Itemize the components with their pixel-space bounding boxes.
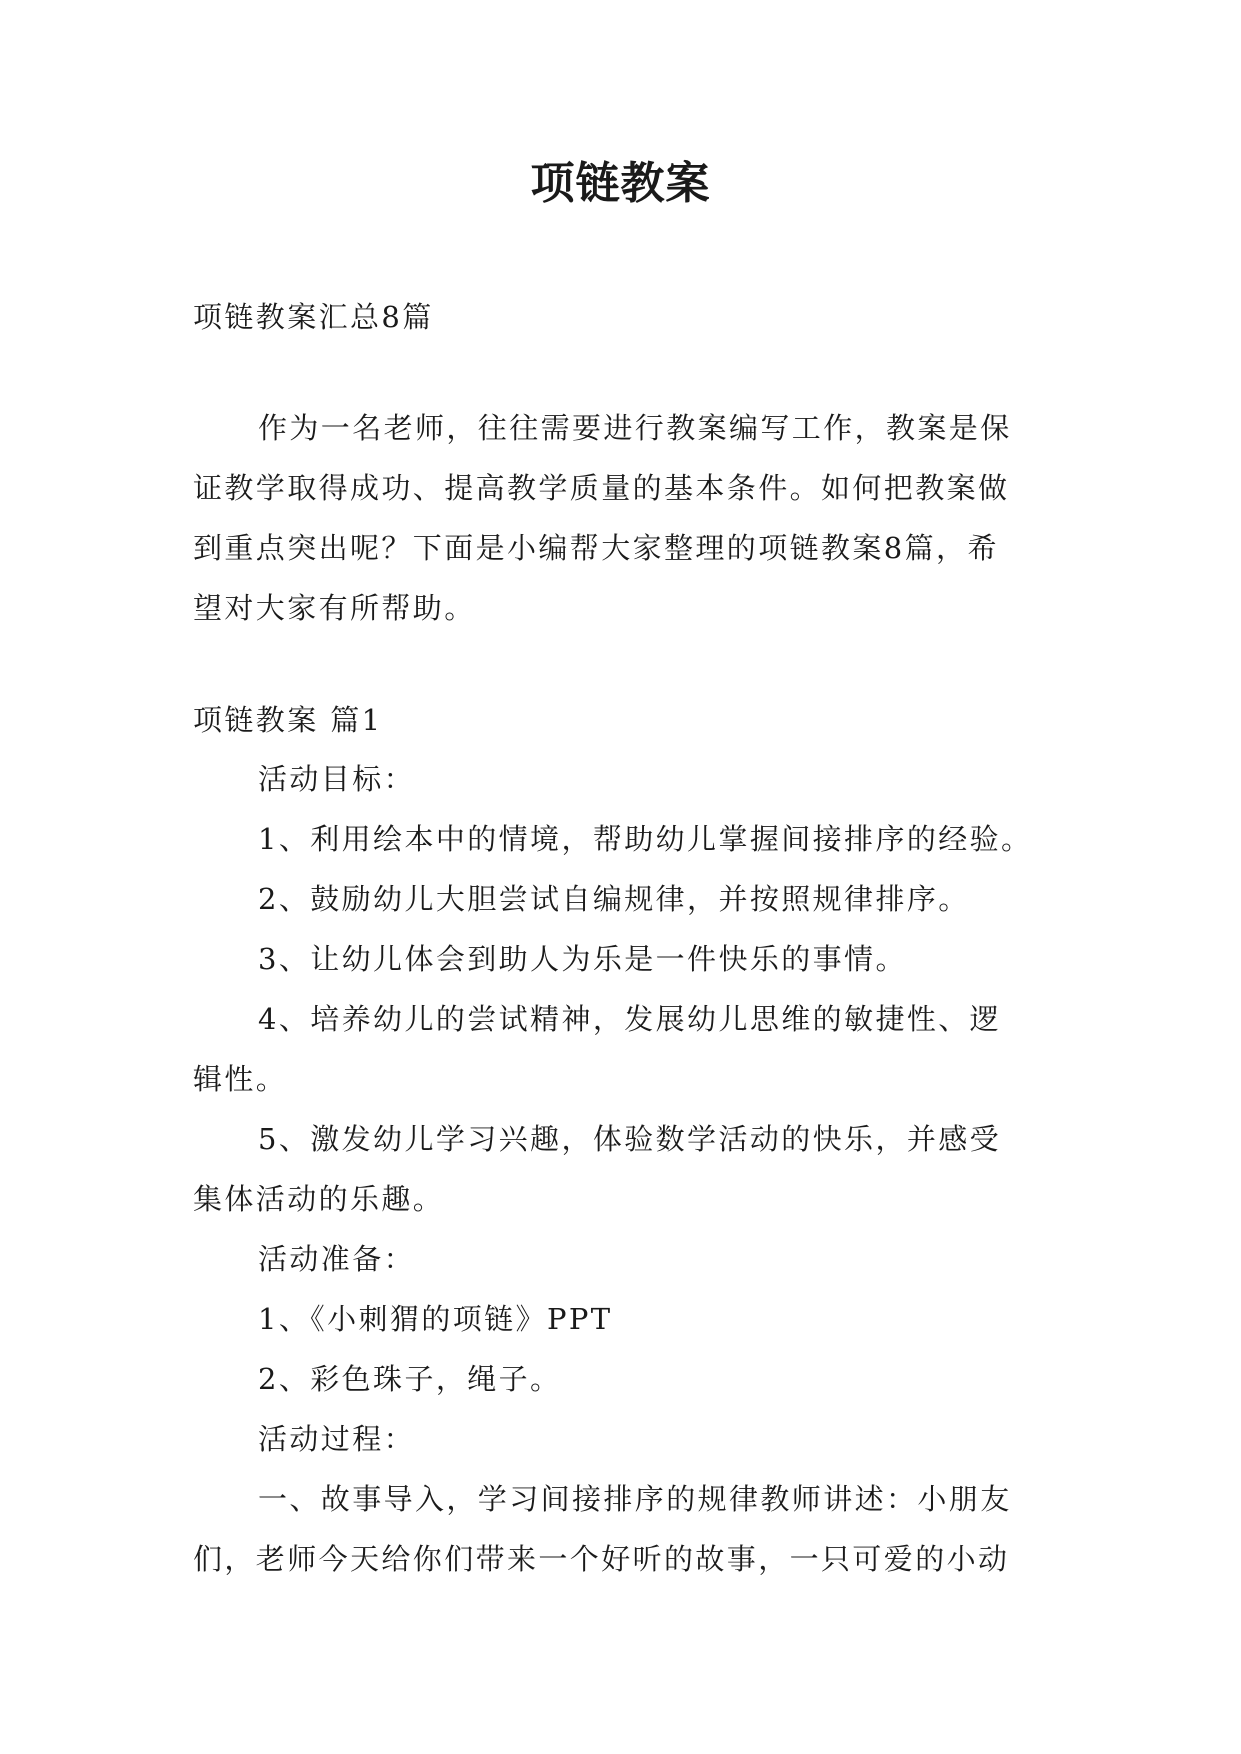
process-heading: 活动过程：	[258, 1422, 416, 1456]
document-subtitle: 项链教案汇总8篇	[193, 300, 434, 334]
document-title: 项链教案	[530, 158, 711, 209]
intro-line-1: 作为一名老师，往往需要进行教案编写工作，教案是保	[258, 411, 1012, 445]
goal-line-5: 5、激发幼儿学习兴趣，体验数学活动的快乐，并感受	[258, 1122, 1002, 1156]
intro-line-3: 到重点突出呢？下面是小编帮大家整理的项链教案8篇，希	[193, 531, 999, 565]
goal-line-1: 1、利用绘本中的情境，帮助幼儿掌握间接排序的经验。	[258, 822, 1033, 856]
goal-line-4: 4、培养幼儿的尝试精神，发展幼儿思维的敏捷性、逻	[258, 1002, 1002, 1036]
prep-line-2: 2、彩色珠子，绳子。	[258, 1362, 562, 1396]
section-heading: 项链教案 篇1	[193, 703, 383, 737]
goal-line-5-cont: 集体活动的乐趣。	[193, 1182, 445, 1216]
goal-line-2: 2、鼓励幼儿大胆尝试自编规律，并按照规律排序。	[258, 882, 970, 916]
intro-line-4: 望对大家有所帮助。	[193, 591, 476, 625]
goals-heading: 活动目标：	[258, 762, 416, 796]
intro-line-2: 证教学取得成功、提高教学质量的基本条件。如何把教案做	[193, 471, 1010, 505]
goal-line-4-cont: 辑性。	[193, 1062, 288, 1096]
prep-heading: 活动准备：	[258, 1242, 416, 1276]
prep-line-1: 1、《小刺猬的项链》PPT	[258, 1302, 613, 1336]
process-line-2: 们，老师今天给你们带来一个好听的故事，一只可爱的小动	[193, 1542, 1010, 1576]
goal-line-3: 3、让幼儿体会到助人为乐是一件快乐的事情。	[258, 942, 907, 976]
process-line-1: 一、故事导入，学习间接排序的规律教师讲述：小朋友	[258, 1482, 1012, 1516]
